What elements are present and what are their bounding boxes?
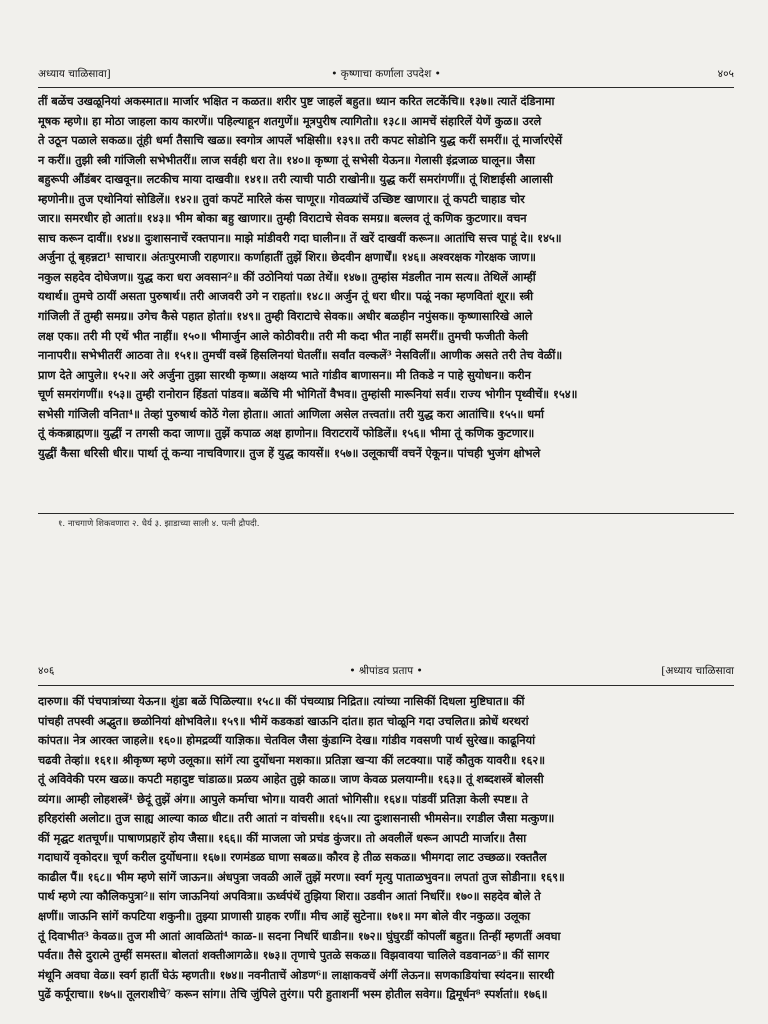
text-line: गदाघायें वृकोदर॥ चूर्ण करील दुर्योधना॥ १६७॥ रणमंडळ घाणा सबळ॥ कौरव हे तीळ सकळ॥ भीमगदा लाट उच्छळ॥ रक्ततैल [38,850,547,865]
text-line: दारुण॥ कीं पंचपात्रांच्या येऊन॥ शुंडा बळें पिळिल्या॥ १५८॥ कीं पंचव्याघ्र निद्रित॥ त्यांच्या नासिकीं दिधला मुष्टिघात॥ कीं [38,694,525,708]
text-line: मूषक म्हणे॥ हा मोठा जाहला काय कारणें॥ पहिल्याहून शतगुणें॥ मूत्रपुरीष त्यागितो॥ १३८॥ आमचें संहारिलें येणें कुळ॥ उरले [38,113,542,128]
text-line: सभेसी गांजिली वनिता⁴॥ तेव्हां पुरुषार्थ कोठें गेला होता॥ आतां आणिला असेल तत्त्वतां॥ तरी युद्ध करा आतांचि॥ १५५॥ धर्मा [38,406,544,421]
text-line: जार॥ समरधीर हो आतां॥ १४३॥ भीम बोका बहु खाणार॥ तुम्ही विराटाचे सेवक समग्र॥ बल्लव तूं कणिक कुटणार॥ वचन [38,211,527,226]
text-line: पुढें कर्पूराचा॥ १७५॥ तूलराशीचे⁷ करून सांग॥ तेचि जुंपिले तुरंग॥ परी हुताशनीं भस्म होतील सवेग॥ द्विमूर्धन⁸ स्पर्शतां॥ १७६॥ [38,987,548,1002]
text-line: कीं मृद्घट शतचूर्ण॥ पाषाणप्रहारें होय जैसा॥ १६६॥ कीं माजला जो प्रचंड कुंजर॥ तो अवलीलें धरून आपटी मार्जार॥ तैसा [38,830,527,845]
text-line: तूं अविवेकी परम खळ॥ कपटी महादुष्ट चांडाळ॥ प्रळय आहेत तुझे काळ॥ जाण केवळ प्रलयाग्नी॥ १६३॥ तूं शब्दशस्त्रें बोलसी [38,772,544,787]
header-right: [अध्याय चाळिसावा [661,665,734,677]
footnotes: १. नाचगाणे शिकवणारा २. धैर्य ३. झाडाच्या साली ४. पत्नी द्रौपदी. [58,519,260,529]
text-line: बहुरूपी औंडंबर दाखवून॥ लटकीच माया दाखवी॥ १४१॥ तरी त्याची पाठी राखोनी॥ युद्ध करीं समरांगणीं॥ तूं शिष्टाईसी आलासी [38,172,553,187]
header-rule [38,87,734,88]
text-line: चूर्ण समरांगणीं॥ १५३॥ तुम्ही रानोरान हिंडतां पांडव॥ बळेंचि मी भोगितों वैभव॥ तुम्हांसी मारूनियां सर्व॥ राज्य भोगीन पृथ्वीचें॥ १५४॥ [38,387,578,402]
text-line: गांजिली तें तुम्ही समग्र॥ उगेच कैसे पहात होतां॥ १४९॥ तुम्ही विराटाचे सेवक॥ अधीर बळहीन नपुंसक॥ कृष्णासारिखे आले [38,309,533,324]
header-left: अध्याय चाळिसावा] [38,68,111,80]
running-head [38,660,734,682]
running-head [38,63,734,85]
header-center: • कृष्णाचा कर्णाला उपदेश • [331,68,441,80]
text-line: नानापरी॥ सभेभीतरीं आठवा ते॥ १५१॥ तुमचीं वस्त्रें हिसलिनयां घेतलीं॥ सर्वांत वल्कलें³ नेसविलीं॥ आणीक असते तरी तेच वेळीं॥ [38,348,563,363]
footnote-rule [38,513,734,514]
text-line: युद्धीं कैसा धरिसी धीर॥ पार्था तूं कन्या नाचविणार॥ तुज हें युद्ध कायसें॥ १५७॥ उलूकाचीं वचनें ऐकून॥ पांचही भुजंग क्षोभले [38,445,541,460]
text-line: क्षणीं॥ जाऊनि सांगें कपटिया शकुनी॥ तुझ्या प्राणासी ग्राहक रणीं॥ मीच आहें सुटेना॥ १७१॥ मग बोले वीर नकुळ॥ उलूका [38,909,531,924]
verse-text [38,692,734,1024]
text-line: न करीं॥ तुझी स्त्री गांजिली सभेभीतरीं॥ लाज सर्वही धरा ते॥ १४०॥ कृष्णा तूं सभेसी येऊन॥ गेलासी इंद्रजाळ घालून॥ जैसा [38,152,535,167]
text-line: पांचही तपस्वी अद्भुत॥ छळोनियां क्षोभविले॥ १५९॥ भीमें कडकडां खाऊनि दांत॥ हात चोळूनि गदा उचलित॥ क्रोधें थरथरां [38,713,529,728]
text-line: मंथूनि अवघा वेळ॥ स्वर्ग हातीं घेऊं म्हणती॥ १७४॥ नवनीताचें ओडण⁶॥ लाक्षाकवचें अंगीं लेऊन॥ सणकाडियांचा स्यंदन॥ सारथी [38,967,555,982]
text-line: अर्जुना तूं बृहन्नटा¹ साचार॥ अंतःपुरमाजी राहणार॥ कर्णाहातीं तुझें शिर॥ छेदवीन क्षणार्धें॥ १४६॥ अश्वरक्षक गोरक्षक जाण॥ [38,250,536,265]
text-line: व्यंग॥ आम्ही लोहशस्त्रें¹ छेदूं तुझें अंग॥ आपुले कर्माचा भोग॥ यावरी आतां भोगिसी॥ १६४॥ पांडवीं प्रतिज्ञा केली स्पष्ट॥ ते [38,791,528,806]
text-line: ते उठून पळाले सकळ॥ तूंही धर्मा तैसाचि खळ॥ स्वगोत्र आपलें भक्षिसी॥ १३९॥ तरी कपट सोडोनि युद्ध करीं समरीं॥ तूं मार्जारऐसें [38,133,563,148]
text-line: तूं कंकब्राह्मण॥ युद्धीं न तगसी कदा जाण॥ तुझें कपाळ अक्ष हाणोन॥ विराटरायें फोडिलें॥ १५६॥ भीमा तूं कणिक कुटणार॥ [38,426,535,441]
text-line: लक्ष एक॥ तरी मी एथें भीत नाहीं॥ १५०॥ भीमार्जुन आले कोठीवरी॥ तरी मी कदा भीत नाहीं समरीं॥ तुमची फजीती केली [38,328,528,343]
header-center: • श्रीपांडव प्रताप • [349,665,423,677]
text-line: साच करून दावीं॥ १४४॥ दुःशासनाचें रक्तपान॥ माझे मांडीवरी गदा घालीन॥ तें खरें दाखवीं करून॥ आतांचि सत्त्व पाहूं दे॥ १४५॥ [38,230,562,245]
page-number: ४०६ [38,665,55,677]
text-line: चढवी तेव्हां॥ १६१॥ श्रीकृष्ण म्हणे उलूका॥ सांगें त्या दुर्योधना मशका॥ प्रतिज्ञा खऱ्या कीं लटक्या॥ पाहें कौतुक यावरी॥ १६२॥ [38,752,546,767]
text-line: पार्थ म्हणे त्या कौलिकपुत्रा²॥ सांग जाऊनियां अपवित्रा॥ ऊर्ध्वपंथें तुझिया शिरा॥ उडवीन आतां निर्धारें॥ १७०॥ सहदेव बोले ते [38,889,541,904]
bottom-page [0,650,768,1024]
text-line: म्हणोनी॥ तुज एथोनियां सोडिलें॥ १४२॥ तुवां कपटें मारिले कंस चाणूर॥ गोवळ्यांचें उच्छिष्ट खाणार॥ तूं कपटी चाहाड चोर [38,191,525,206]
text-line: प्राण देते आपुले॥ १५२॥ अरे अर्जुना तुझा सारथी कृष्ण॥ अक्षय्य भाते गांडीव बाणासन॥ मी तिकडे न पाहे सुयोधन॥ करीन [38,367,531,382]
text-line: कांपत॥ नेत्र आरक्त जाहले॥ १६०॥ होमद्रव्यीं याज्ञिक॥ चेतविल जैसा कुंडाग्नि देख॥ गांडीव गवसणी पार्थ सुरेख॥ काढूनियां [38,733,536,748]
text-line: तूं दिवाभीत³ केवळ॥ तुज मी आतां आवळितां⁴ काळ-॥ सदना निर्धारें धाडीन॥ १७२॥ घुंघुरडीं कोपलीं बहुत॥ तिन्हीं म्हणतीं अवघा [38,928,561,943]
verse-text [38,92,734,512]
text-line: नकुल सहदेव दोघेजण॥ युद्ध करा धरा अवसान²॥ कीं उठोनियां पळा तेथें॥ १४७॥ तुम्हांस मंडलीत नाम सत्य॥ तेथिलें आम्हीं [38,269,536,284]
text-line: काढील पैं॥ १६८॥ भीम म्हणे सांगें जाऊन॥ अंधपुत्रा जवळी आलें तुझें मरण॥ स्वर्ग मृत्यु पाताळभुवन॥ लपतां तुज सोडीना॥ १६९॥ [38,869,565,884]
text-line: पर्वत॥ तैसे दुरात्मे तुम्हीं समस्त॥ बोलतां शक्तीआगळे॥ १७३॥ तृणाचे पुतळे सकळ॥ विझवावया चालिले वडवानळ⁵॥ कीं सागर [38,948,549,963]
page-number: ४०५ [717,68,734,80]
text-line: हरिहरांसी अलोट॥ तुज साह्य आल्या काळ धीट॥ तरी आतां न वांचसी॥ १६५॥ त्या दुःशासनासी भीमसेन॥ रगडील जैसा मत्कुण॥ [38,811,555,826]
text-line: तीं बळेंच उखळूनियां अकस्मात॥ मार्जार भक्षित न कळत॥ शरीर पुष्ट जाहलें बहुत॥ ध्यान करित लटकेंचि॥ १३७॥ त्यातें दंडिनामा [38,94,555,108]
header-rule [38,685,734,686]
text-line: यथार्थ॥ तुमचे ठायीं असता पुरुषार्थ॥ तरी आजवरी उगे न राहतां॥ १४८॥ अर्जुन तूं धरा धीर॥ पळूं नका म्हणवितां शूर॥ स्त्री [38,289,534,304]
